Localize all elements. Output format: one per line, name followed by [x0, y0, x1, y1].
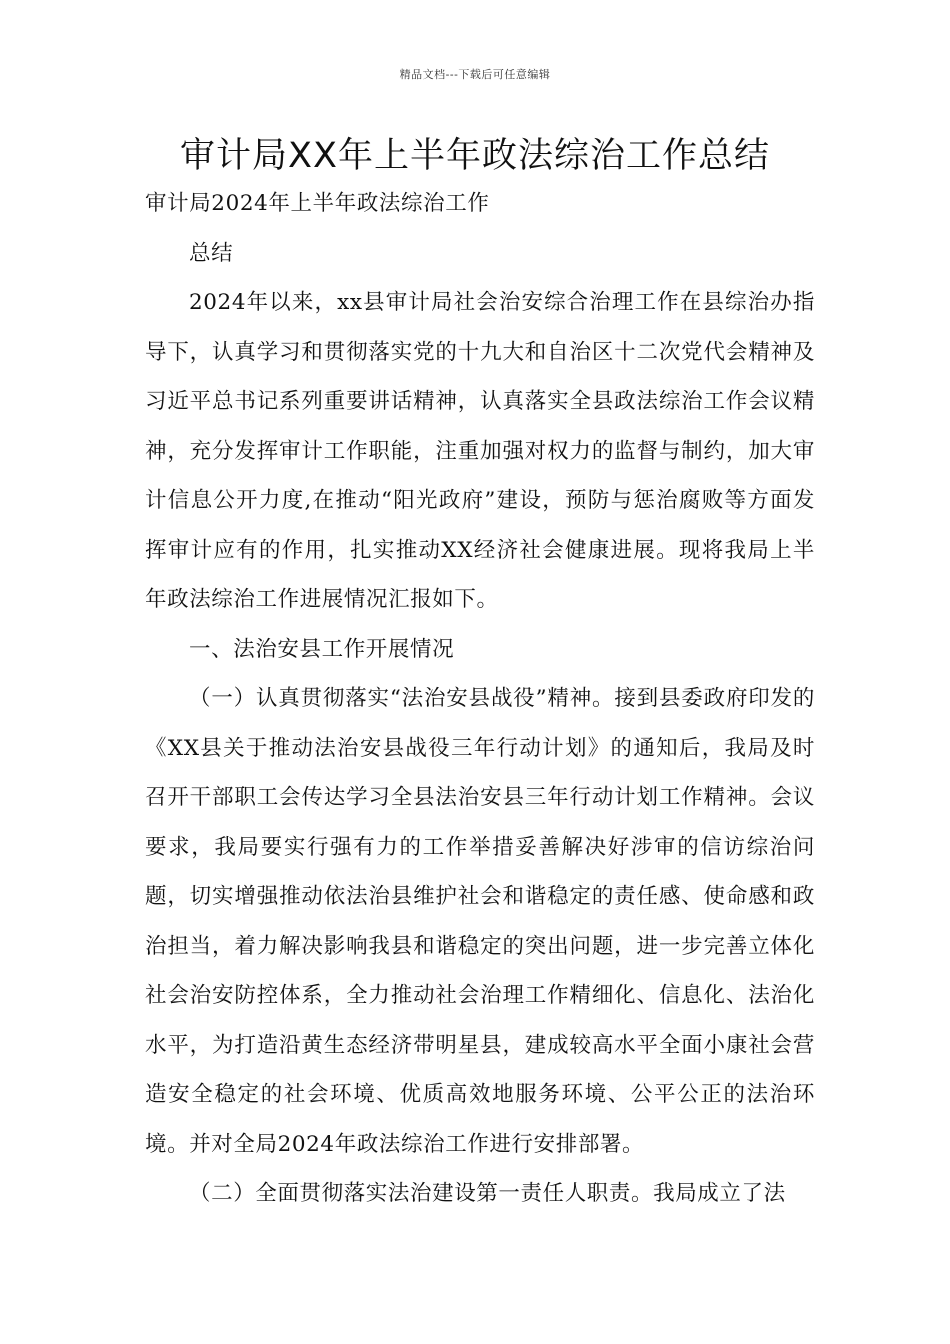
document-body: [145, 179, 815, 1219]
header-note: 精品文档---下载后可任意编辑: [399, 68, 551, 81]
paragraph-subtitle: 审计局2024年上半年政法综治工作: [145, 191, 490, 216]
paragraph-item-2: （二）全面贯彻落实法治建设第一责任人职责。我局成立了法: [189, 1181, 786, 1206]
paragraph-intro: 2024年以来，xx县审计局社会治安综合治理工作在县综治办指导下，认真学习和贯彻落实党的十九大和自治区十二次党代会精神及习近平总书记系列重要讲话精神，认真落实全县政法综治工作会议精神，充分发挥审计工作职能，注重加强对权力的监督与制约，加大审计信息公开力度,在推动“阳光政府”建设，预防与惩治腐败等方面发挥审计应有的作用，扎实推动XX经济社会健康进展。现将我局上半年政法综治工作进展情况汇报如下。: [145, 290, 815, 612]
paragraph-item-1: （一）认真贯彻落实“法治安县战役”精神。接到县委政府印发的《XX县关于推动法治安县战役三年行动计划》的通知后，我局及时召开干部职工会传达学习全县法治安县三年行动计划工作精神。会议要求，我局要实行强有力的工作举措妥善解决好涉审的信访综治问题，切实增强推动依法治县维护社会和谐稳定的责任感、使命感和政治担当，着力解决影响我县和谐稳定的突出问题，进一步完善立体化社会治安防控体系，全力推动社会治理工作精细化、信息化、法治化水平，为打造沿黄生态经济带明星县，建成较高水平全面小康社会营造安全稳定的社会环境、优质高效地服务环境、公平公正的法治环境。并对全局2024年政法综治工作进行安排部署。: [145, 686, 815, 1157]
section-heading-1: 一、法治安县工作开展情况: [189, 636, 455, 662]
paragraph-subtitle-continued: 总结: [189, 240, 234, 266]
document-title: 审计局XX年上半年政法综治工作总结: [180, 136, 770, 176]
